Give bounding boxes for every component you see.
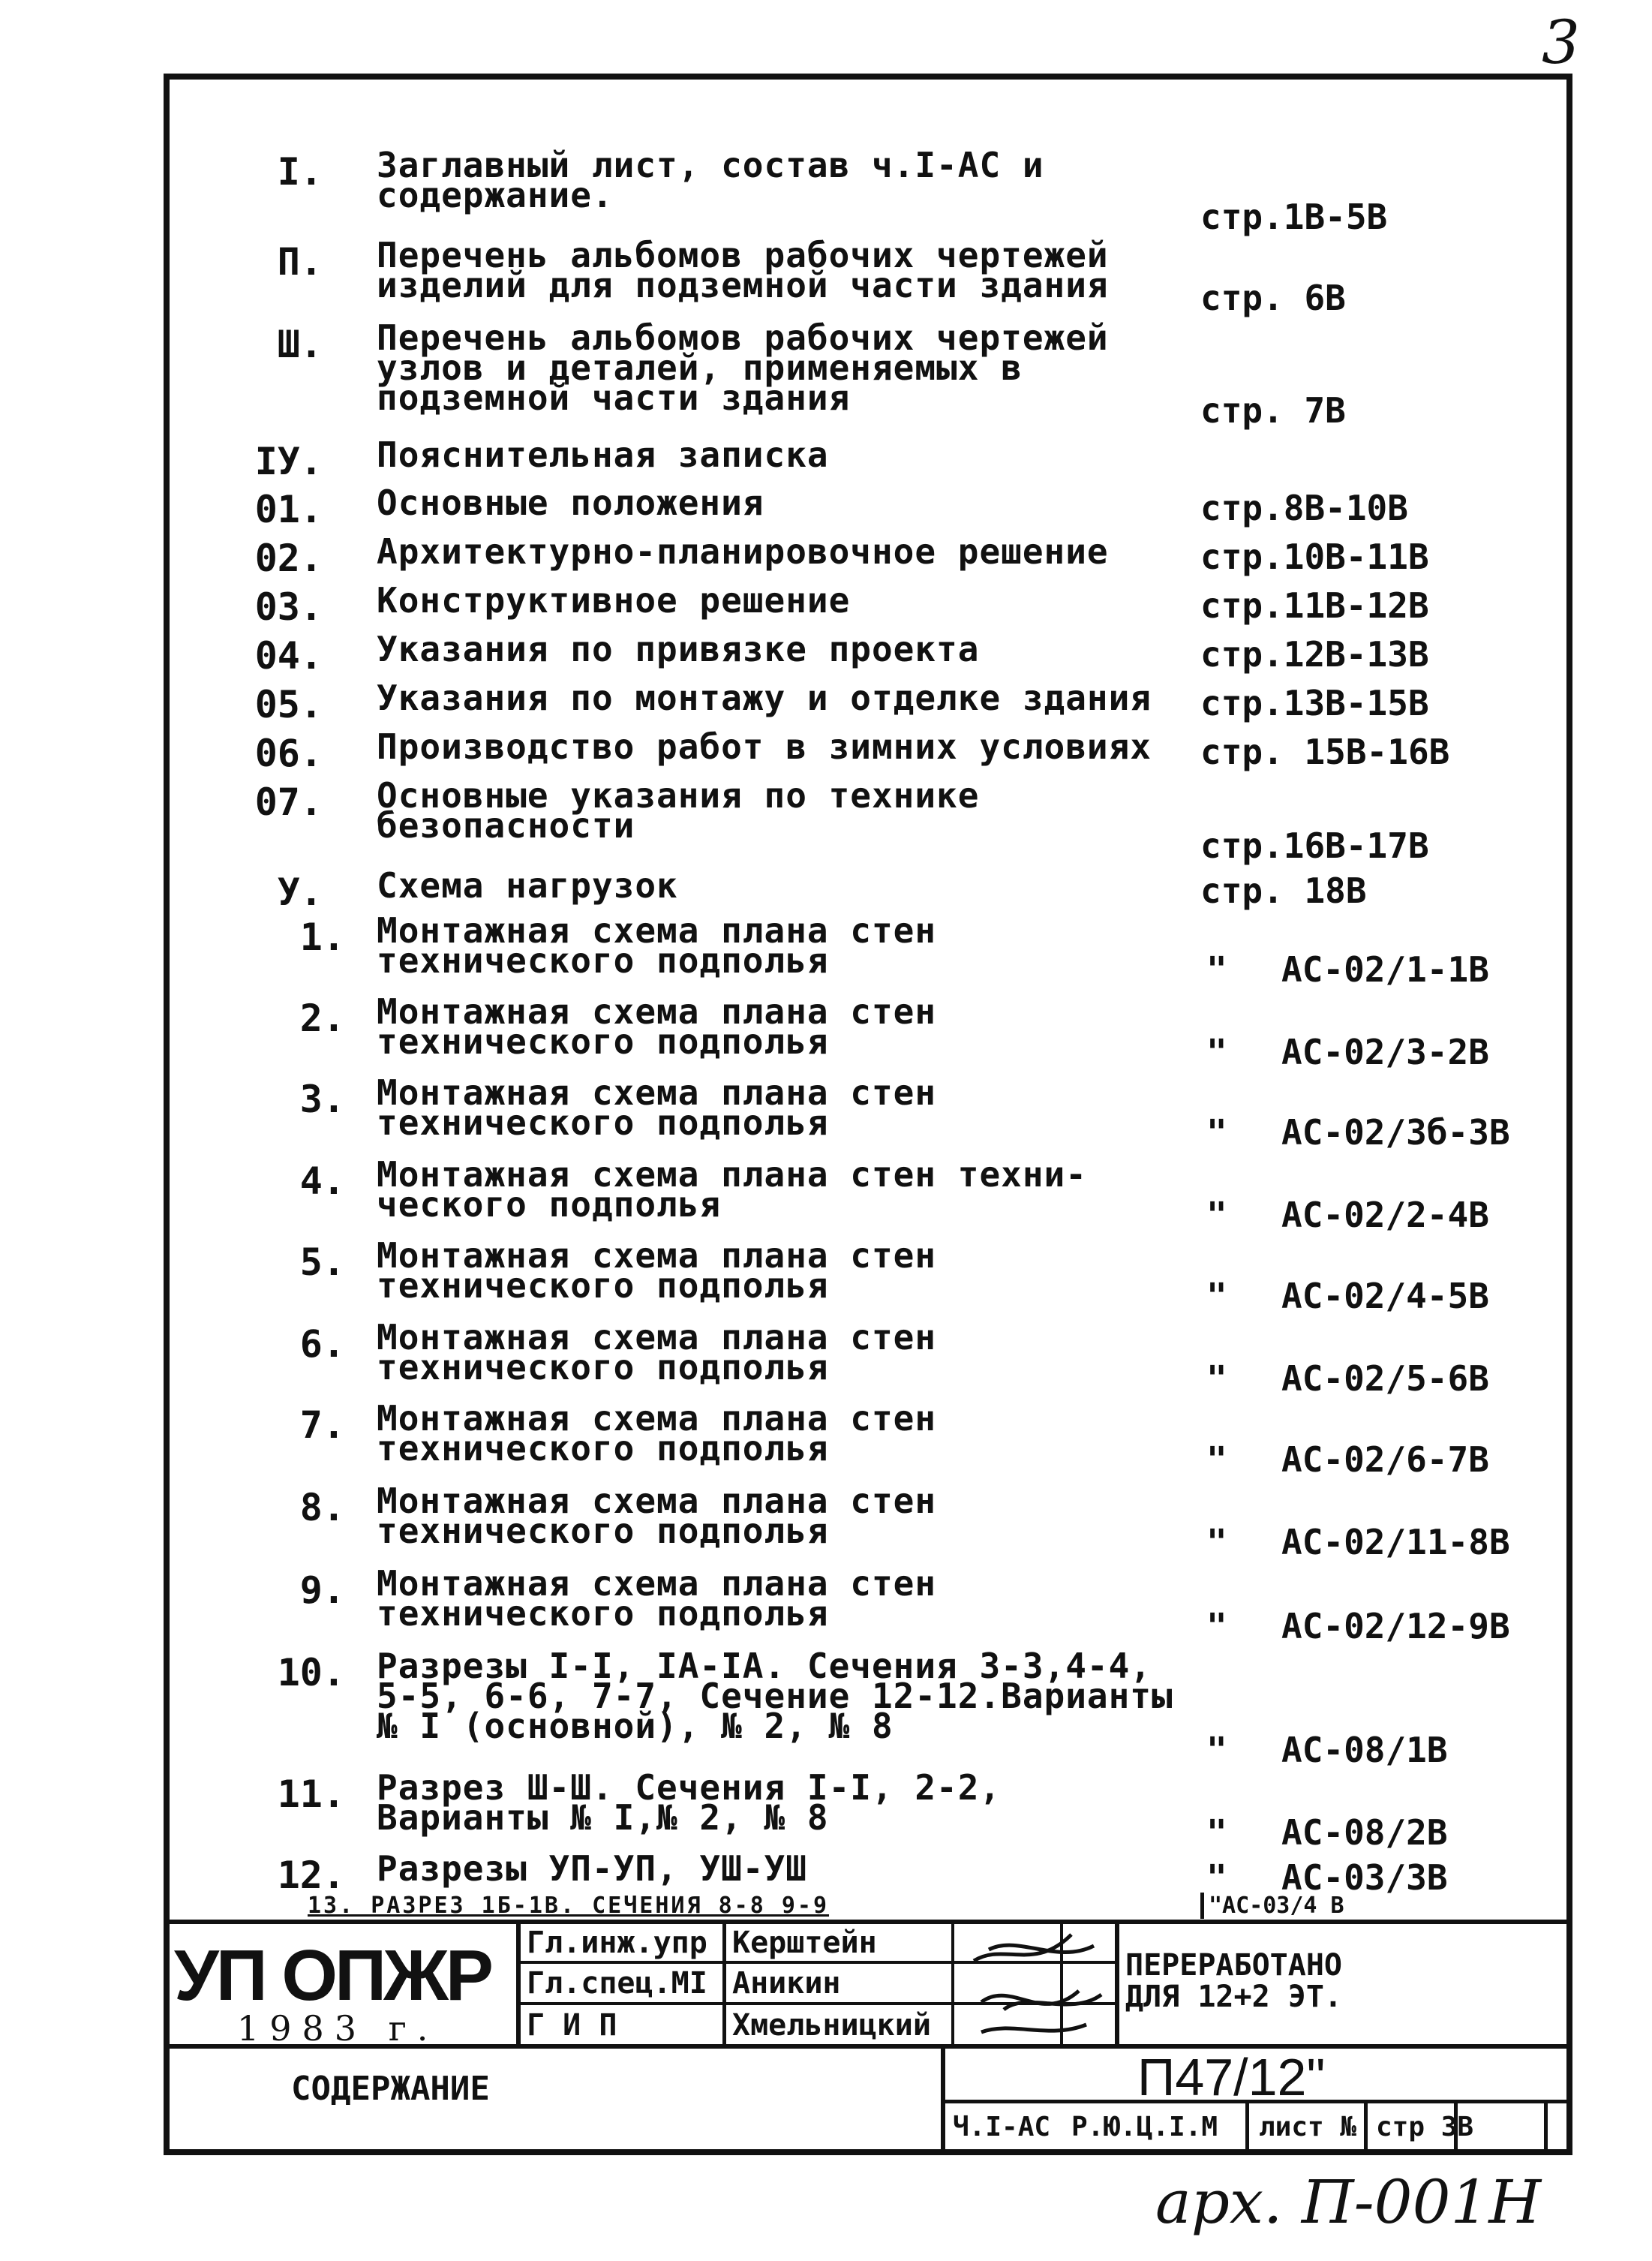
- name-kershtein: Керштейн: [732, 1926, 877, 1960]
- toc-number: 6.: [299, 1322, 345, 1366]
- toc-number: 03.: [254, 585, 323, 629]
- toc-title: Монтажная схема плана стен технического подполья: [377, 910, 937, 981]
- toc-title: Разрезы I-I, IА-IА. Сечения 3-3,4-4, 5-5, 6-6, 7-7, Сечение 12-12.Варианты № I (основной), № 2, № 8: [377, 1646, 1173, 1746]
- toc-page-ref: стр. 6В: [1200, 278, 1346, 318]
- toc-drawing-code: АС-08/2В: [1281, 1812, 1448, 1853]
- toc-title: Указания по привязке проекта: [377, 629, 980, 669]
- toc-ditto-mark: ": [1206, 1032, 1227, 1072]
- toc-title: Перечень альбомов рабочих чертежей узлов и деталей, применяемых в подземной части здания: [377, 317, 1109, 418]
- toc-ditto-mark: ": [1206, 1606, 1227, 1646]
- toc-number: 9.: [299, 1568, 345, 1612]
- toc-drawing-code: АС-02/5-6В: [1281, 1358, 1489, 1399]
- toc-ditto-mark: ": [1206, 1358, 1227, 1399]
- toc-number: 10.: [277, 1651, 345, 1694]
- toc-title: Архитектурно-планировочное решение: [377, 531, 1109, 572]
- toc-drawing-code: АС-03/3В: [1281, 1857, 1448, 1898]
- toc-title: Производство работ в зимних условиях: [377, 726, 1152, 767]
- toc-ditto-mark: ": [1206, 1812, 1227, 1853]
- title-block: [164, 1920, 1572, 2155]
- toc-title: Указания по монтажу и отделке здания: [377, 678, 1152, 718]
- toc-title: Заглавный лист, состав ч.I-АС и содержание.: [377, 145, 1044, 215]
- toc-page-ref: стр.11В-12В: [1200, 585, 1429, 626]
- name-khmelnitsky: Хмельницкий: [732, 2008, 931, 2043]
- toc-title: Пояснительная записка: [377, 434, 829, 475]
- toc-page-ref: стр. 15В-16В: [1200, 732, 1450, 772]
- toc-drawing-code: АС-08/1В: [1281, 1730, 1448, 1770]
- toc-number: 7.: [299, 1403, 345, 1447]
- toc-page-ref: стр. 7В: [1200, 390, 1346, 431]
- toc-title: Монтажная схема плана стен технического подполья: [377, 1563, 937, 1634]
- toc-ditto-mark: ": [1206, 1276, 1227, 1316]
- toc-number: 1.: [299, 916, 345, 959]
- toc-drawing-code: АС-02/12-9В: [1281, 1606, 1510, 1646]
- toc-ditto-mark: ": [1206, 1857, 1227, 1898]
- toc-title: Монтажная схема плана стен технического подполья: [377, 1235, 937, 1306]
- toc-page-ref: стр.12В-13В: [1200, 634, 1429, 675]
- toc-ditto-mark: ": [1206, 1439, 1227, 1480]
- toc-number: 4.: [299, 1159, 345, 1203]
- toc-page-ref: стр.10В-11В: [1200, 537, 1429, 577]
- toc-title: Монтажная схема плана стен техни- ческого подполья: [377, 1154, 1087, 1225]
- page-label: стр 3В: [1376, 2112, 1474, 2142]
- toc-title: Разрезы УП-УП, УШ-УШ: [377, 1848, 807, 1889]
- toc-title: Монтажная схема плана стен технического подполья: [377, 1072, 937, 1143]
- toc-title: Разрез Ш-Ш. Сечения I-I, 2-2, Варианты № I,№ 2, № 8: [377, 1767, 1002, 1838]
- toc-number: 5.: [299, 1240, 345, 1284]
- toc-drawing-code: АС-02/4-5В: [1281, 1276, 1489, 1316]
- toc-page-ref: стр.16В-17В: [1200, 825, 1429, 866]
- toc-number: 2.: [299, 997, 345, 1040]
- year: 1983 г.: [237, 2008, 439, 2049]
- toc-ditto-mark: ": [1206, 1195, 1227, 1235]
- toc-ditto-mark: ": [1206, 1112, 1227, 1153]
- archive-note: арх. П-001Н: [1155, 2167, 1542, 2237]
- toc-number: У.: [277, 870, 323, 914]
- toc-number: 3.: [299, 1078, 345, 1121]
- toc-title: Схема нагрузок: [377, 865, 678, 906]
- toc-drawing-code: АС-02/3б-3В: [1281, 1112, 1510, 1153]
- toc-title: Монтажная схема плана стен технического подполья: [377, 1481, 937, 1551]
- sheet-info: Р.Ю.Ц.I.М: [1071, 2112, 1218, 2142]
- toc-page-ref: стр.1В-5В: [1200, 197, 1388, 237]
- toc-drawing-code: АС-02/6-7В: [1281, 1439, 1489, 1480]
- part-code: Ч.I-АС: [953, 2112, 1051, 2142]
- toc-number: П.: [277, 240, 323, 284]
- signatures: [959, 1920, 1109, 2047]
- toc-page-ref: стр.13В-15В: [1200, 683, 1429, 723]
- toc-drawing-code: АС-02/11-8В: [1281, 1522, 1510, 1562]
- toc-number: 12.: [277, 1854, 345, 1897]
- toc-page-ref: стр.8В-10В: [1200, 488, 1408, 528]
- toc-title: Монтажная схема плана стен технического подполья: [377, 1317, 937, 1388]
- sheet-title: СОДЕРЖАНИЕ: [291, 2070, 490, 2108]
- role-chief-engineer: Гл.инж.упр: [527, 1926, 707, 1960]
- toc-title: Конструктивное решение: [377, 580, 851, 621]
- toc-drawing-code: АС-02/1-1В: [1281, 949, 1489, 990]
- toc-number: 01.: [254, 488, 323, 531]
- toc-number: 05.: [254, 683, 323, 726]
- toc-title: Основные указания по технике безопасности: [377, 775, 980, 846]
- name-anikin: Аникин: [732, 1966, 841, 2001]
- toc-number: 11.: [277, 1772, 345, 1816]
- toc-number: 02.: [254, 537, 323, 580]
- toc-number: 8.: [299, 1486, 345, 1529]
- role-chief-specialist: Гл.спец.МI: [527, 1966, 707, 2001]
- cut-line-left: 13. РАЗРЕЗ 1Б-1В. СЕЧЕНИЯ 8-8 9-9: [308, 1893, 830, 1919]
- toc-page-ref: стр. 18В: [1200, 870, 1367, 911]
- toc-number: Ш.: [277, 323, 323, 366]
- revision-note: ПЕРЕРАБОТАНО ДЛЯ 12+2 ЭТ.: [1125, 1948, 1342, 2014]
- toc-title: Монтажная схема плана стен технического подполья: [377, 991, 937, 1062]
- toc-title: Основные положения: [377, 483, 764, 523]
- toc-drawing-code: АС-02/2-4В: [1281, 1195, 1489, 1235]
- toc-title: Перечень альбомов рабочих чертежей изделий для подземной части здания: [377, 235, 1109, 305]
- toc-title: Монтажная схема плана стен технического подполья: [377, 1398, 937, 1469]
- toc-number: 07.: [254, 780, 323, 824]
- role-gip: Г И П: [527, 2008, 617, 2043]
- toc-ditto-mark: ": [1206, 1730, 1227, 1770]
- organization-logo: УП ОПЖР: [174, 1935, 491, 2016]
- toc-number: IУ.: [254, 440, 323, 483]
- toc-number: 06.: [254, 732, 323, 775]
- toc-ditto-mark: ": [1206, 949, 1227, 990]
- toc-ditto-mark: ": [1206, 1522, 1227, 1562]
- toc-number: 04.: [254, 634, 323, 678]
- page-number: 3: [1542, 8, 1580, 77]
- toc-number: I.: [277, 150, 323, 194]
- sheet-label: лист №: [1259, 2112, 1357, 2142]
- project-number: П47/12": [1137, 2048, 1326, 2106]
- cut-line-right: "АС-03/4 В: [1200, 1893, 1344, 1919]
- toc-drawing-code: АС-02/3-2В: [1281, 1032, 1489, 1072]
